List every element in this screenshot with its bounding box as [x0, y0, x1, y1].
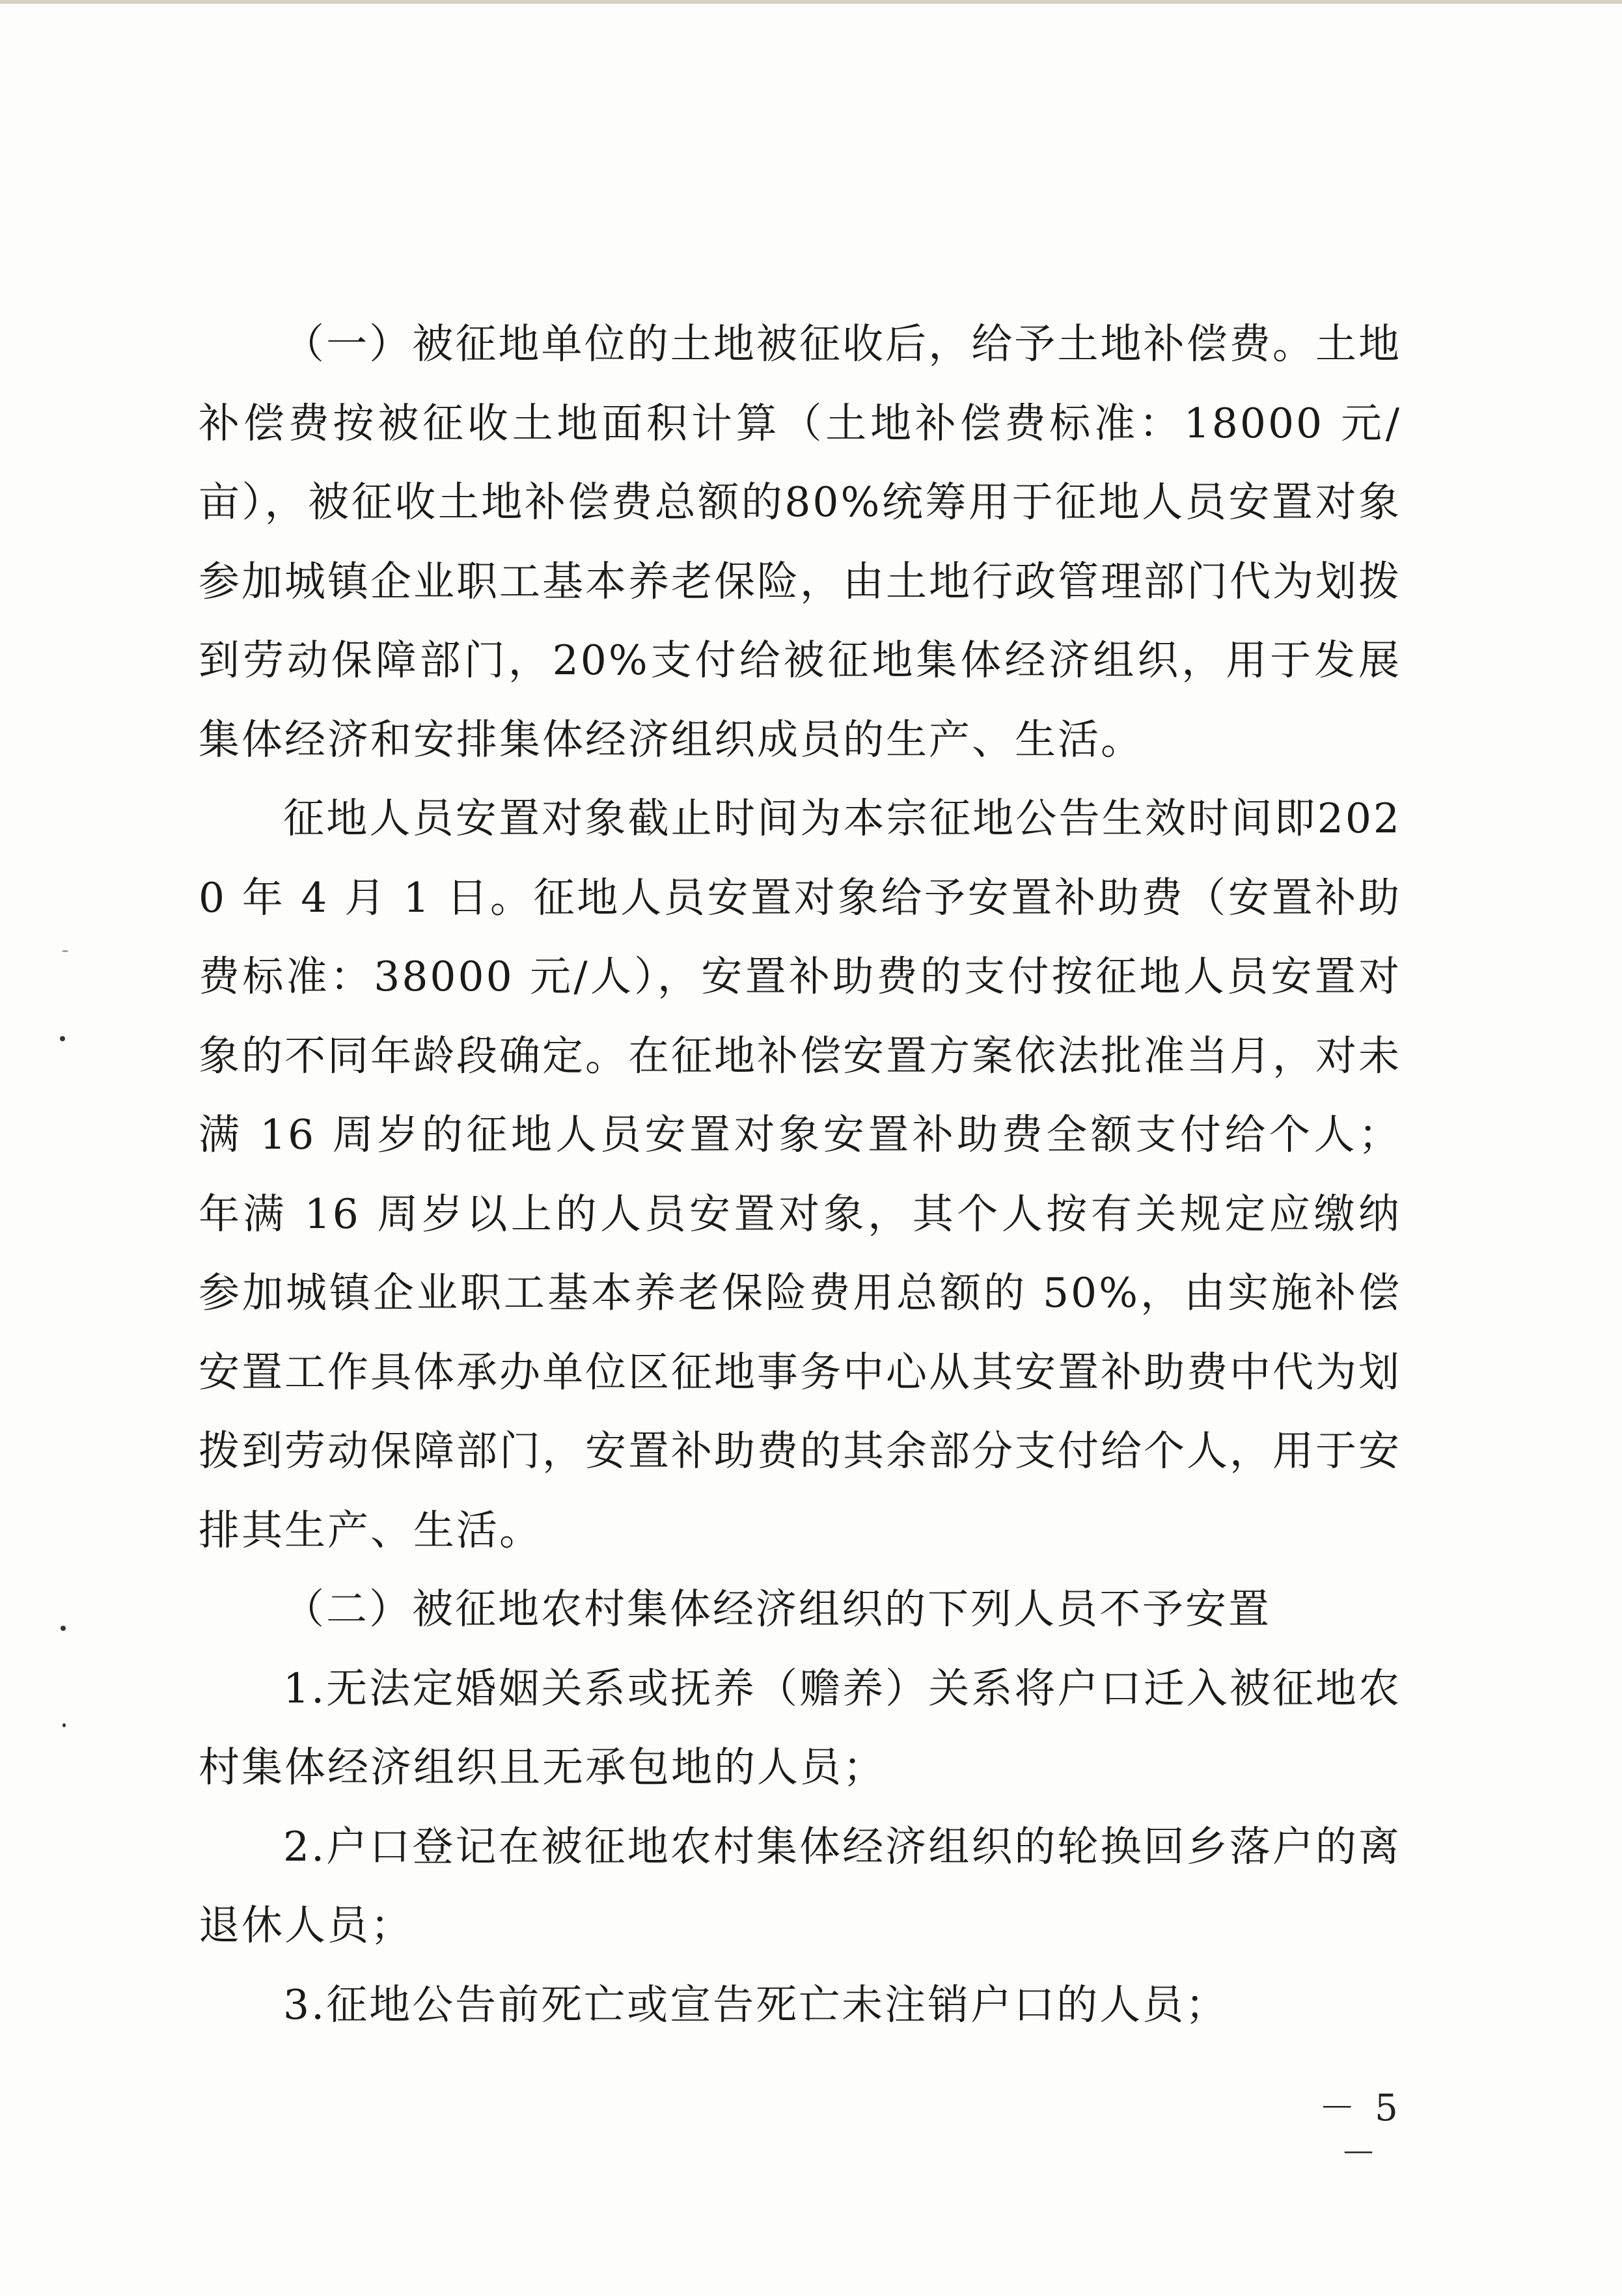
- paragraph-no-resettlement-heading: （二）被征地农村集体经济组织的下列人员不予安置: [283, 1585, 1271, 1633]
- paragraph-resettlement-subsidy: 征地人员安置对象截止时间为本宗征地公告生效时间即2020 年 4 月 1 日。征地人员安置对象给予安置补助费（安置补助费标准：38000 元/人），安置补助费的支付按征地人员安置对象的不同年龄段确定。在征地补偿安置方案依法批准当月，对未满 16 周岁的征地人员安置对象安置补助费全额支付给个人；年满 16 周岁以上的人员安置对象，其个人按有关规定应缴纳参加城镇企业职工基本养老保险费用总额的 50%，由实施补偿安置工作具体承办单位区征地事务中心从其安置补助费中代为划拨到劳动保障部门，安置补助费的其余部分支付给个人，用于安排其生产、生活。: [199, 795, 1401, 1554]
- page-number: － 5 －: [1319, 2087, 1402, 2175]
- scan-speck: [62, 950, 68, 952]
- document-body: [199, 305, 1401, 2044]
- paragraph-land-compensation: （一）被征地单位的土地被征收后，给予土地补偿费。土地补偿费按被征收土地面积计算（土地补偿费标准：18000 元/亩），被征收土地补偿费总额的80%统筹用于征地人员安置对象参加城镇企业职工基本养老保险，由土地行政管理部门代为划拨到劳动保障部门，20%支付给被征地集体经济组织，用于发展集体经济和安排集体经济组织成员的生产、生活。: [199, 320, 1401, 763]
- list-item-3: 3.征地公告前死亡或宣告死亡未注销户口的人员；: [283, 1980, 1229, 2029]
- scan-speck: [60, 1036, 65, 1041]
- scan-speck: [62, 1723, 66, 1727]
- list-item-2: 2.户口登记在被征地农村集体经济组织的轮换回乡落户的离退休人员；: [199, 1822, 1401, 1949]
- scan-speck: [61, 1626, 66, 1631]
- scan-top-edge: [0, 0, 1622, 4]
- list-item-1: 1.无法定婚姻关系或抚养（赡养）关系将户口迁入被征地农村集体经济组织且无承包地的人员；: [199, 1664, 1401, 1791]
